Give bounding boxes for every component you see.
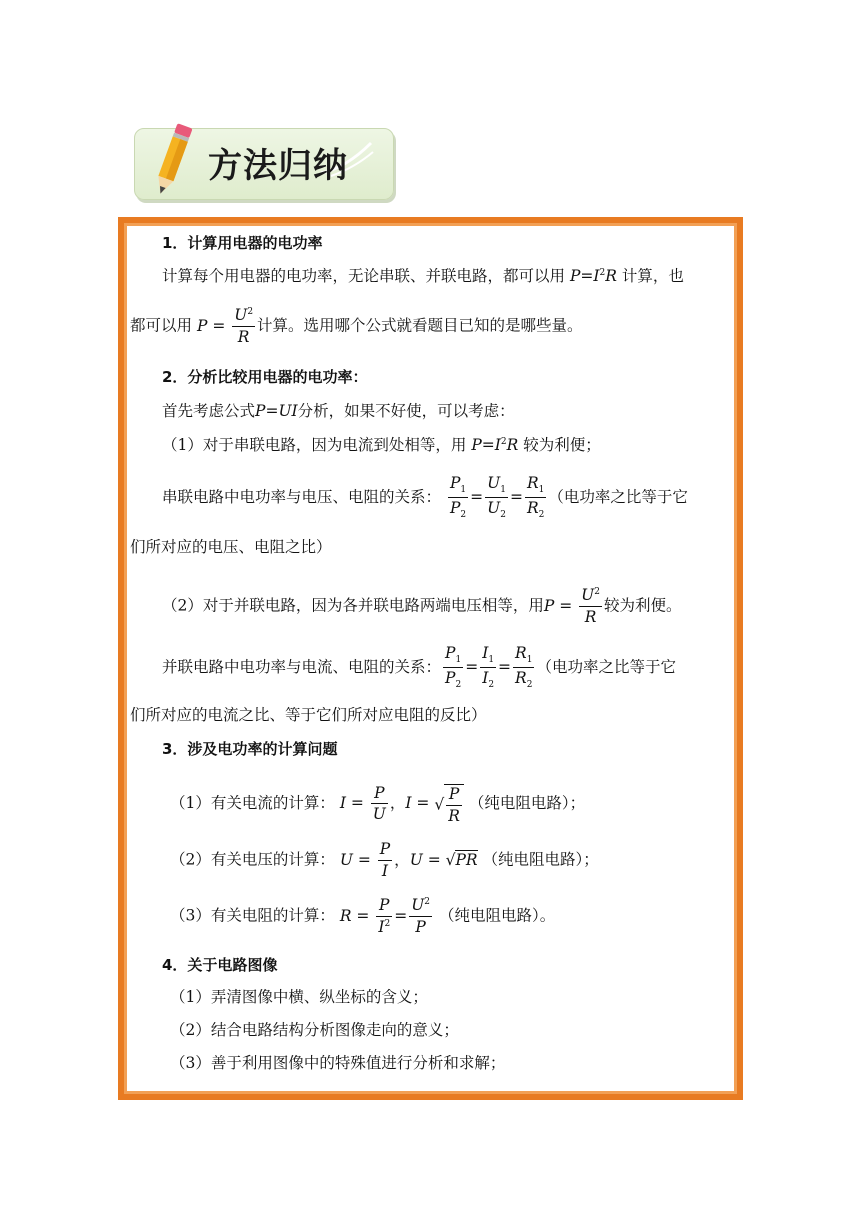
s1-text-d: 计算。选用哪个公式就看题目已知的是哪些量。 — [257, 316, 583, 335]
s3-i-label: （1）有关电流的计算： — [170, 794, 335, 812]
formula-voltage: U = $\frac{P}{I}$ ，U = √PR — [339, 840, 478, 880]
section-2-series — [162, 438, 601, 454]
section-3-resistance — [170, 898, 555, 935]
formula-parallel-p-u2r: P = $\frac{U^2}{R}$ — [543, 586, 600, 626]
s3-i-note: （纯电阻电路）； — [468, 794, 586, 812]
s2-parallel-note: （电功率之比等于它 — [536, 658, 676, 677]
s3-r-note: （纯电阻电路）。 — [438, 906, 556, 925]
section-1-heading: 1．计算用电器的电功率 — [162, 234, 323, 252]
section-4-item: （3）善于利用图像中的特殊值进行分析和求解； — [170, 1054, 506, 1072]
method-summary-banner — [134, 128, 394, 200]
s1-text-a: 计算每个用电器的电功率，无论串联、并联电路，都可以用 — [162, 267, 566, 286]
section-3-current — [170, 784, 585, 824]
s1-text-b: 计算，也 — [621, 267, 684, 286]
section-1-line-1 — [162, 269, 684, 285]
formula-series-p-i2r: $P=I^2R$ — [471, 436, 519, 455]
section-2-parallel-relation — [162, 646, 676, 690]
section-3-heading: 3．涉及电功率的计算问题 — [162, 740, 338, 758]
section-4-item: （1）弄清图像中横、纵坐标的含义； — [170, 988, 428, 1006]
s2-intro-a: 首先考虑公式 — [162, 402, 256, 420]
formula-p-ui: P — [255, 402, 266, 420]
formula-p-u2-over-r: P = $\frac{U^2}{R}$ — [196, 306, 254, 346]
section-2-parallel-note-2: 们所对应的电流之比、等于它们所对应电阻的反比） — [130, 706, 487, 724]
section-2-parallel — [162, 588, 681, 625]
s2-series-rel: 串联电路中电功率与电压、电阻的关系： — [162, 488, 442, 507]
formula-current: I = $\frac{P}{U}$ ，I = √ $\frac{P}{R}$ — [340, 794, 464, 812]
s3-u-note: （纯电阻电路）； — [482, 850, 599, 869]
s2-series-b: 较为利便； — [523, 436, 601, 455]
formula-resistance: R = $\frac{P}{I^2}$ = $\frac{U^2}{P}$ — [339, 896, 430, 936]
section-4-heading: 4．关于电路图像 — [162, 956, 278, 974]
s1-text-c: 都可以用 — [130, 316, 193, 335]
section-4-item: （2）结合电路结构分析图像走向的意义； — [170, 1021, 459, 1039]
formula-p-i2r: $P=I^2R$ — [569, 267, 617, 286]
s2-series-note: （电功率之比等于它 — [548, 488, 688, 507]
section-2-heading: 2．分析比较用电器的电功率： — [162, 368, 368, 386]
section-1-line-2 — [130, 308, 583, 345]
s2-series-a: （1）对于串联电路，因为电流到处相等，用 — [162, 436, 467, 455]
s3-u-label: （2）有关电压的计算： — [170, 850, 335, 869]
pencil-icon — [144, 122, 202, 202]
section-2-series-relation — [162, 476, 688, 520]
s2-parallel-a: （2）对于并联电路，因为各并联电路两端电压相等，用 — [162, 596, 544, 615]
s3-r-label: （3）有关电阻的计算： — [170, 906, 335, 925]
s2-parallel-b: 较为利便。 — [603, 596, 682, 615]
formula-series-ratio: $\frac{P_1}{P_2}$ = $\frac{U_1}{U_2}$ = $\frac{R_1}{R_2}$ — [449, 474, 545, 521]
s2-intro-b: 分析，如果不好使，可以考虑： — [297, 402, 515, 420]
section-2-series-note-2: 们所对应的电压、电阻之比） — [130, 538, 332, 556]
formula-parallel-ratio: $\frac{P_1}{P_2}$ = $\frac{I_1}{I_2}$ = $\frac{R_1}{R_2}$ — [445, 644, 533, 691]
s2-parallel-rel: 并联电路中电功率与电流、电阻的关系： — [162, 658, 442, 677]
section-3-voltage — [170, 842, 599, 879]
section-2-intro: 首先考虑公式P=UI分析，如果不好使，可以考虑： — [162, 402, 515, 420]
banner-title: 方法归纳 — [208, 146, 348, 186]
